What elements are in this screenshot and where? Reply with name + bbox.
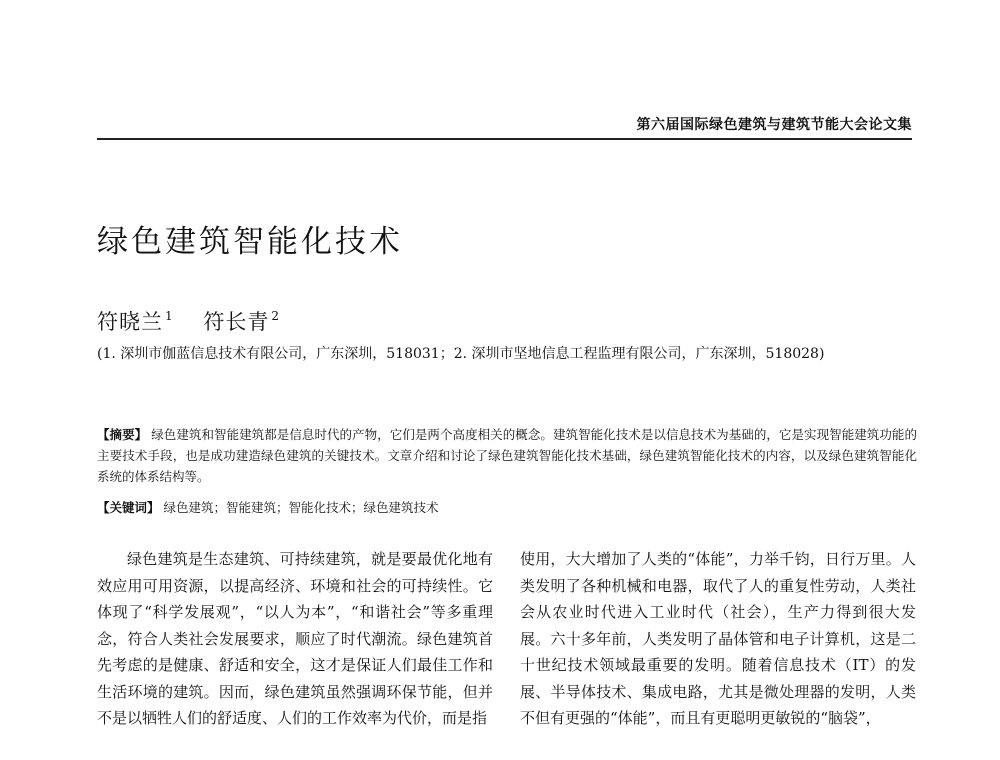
running-header: 第六届国际绿色建筑与建筑节能大会论文集	[636, 117, 912, 133]
author-2	[203, 310, 280, 334]
author-list	[97, 306, 302, 336]
body-column-right: 使用，大大增加了人类的“体能”，力举千钧，日行万里。人类发明了各种机械和电器，取代了人的重复性劳动，人类社会从农业时代进入工业时代（社会），生产力得到很大发展。六十多年前，人类发明了晶体管和电子计算机，这是二十世纪技术领域最重要的发明。随着信息技术（IT）的发展、半导体技术、集成电路，尤其是微处理器的发明，人类不但有更强的“体能”，而且有更聪明更敏锐的“脑袋”，	[520, 550, 916, 727]
paper-title: 绿色建筑智能化技术	[97, 224, 403, 260]
abstract-label: 【摘要】	[97, 427, 148, 442]
keywords	[97, 497, 917, 518]
body-column-left: 绿色建筑是生态建筑、可持续建筑，就是要最优化地有效应用可用资源，以提高经济、环境和社会的可持续性。它体现了“科学发展观”，“以人为本”，“和谐社会”等多重理念，符合人类社会发展要求，顺应了时代潮流。绿色建筑首先考虑的是健康、舒适和安全，这才是保证人们最佳工作和生活环境的建筑。因而，绿色建筑虽然强调环保节能，但并不是以牺牲人们的舒适度、人们的工作效率为代价，而是指	[97, 550, 493, 727]
keywords-text: 绿色建筑；智能建筑；智能化技术；绿色建筑技术	[163, 500, 439, 515]
abstract	[97, 424, 917, 487]
author-1	[97, 310, 174, 334]
keywords-label: 【关键词】	[97, 500, 160, 515]
abstract-text: 绿色建筑和智能建筑都是信息时代的产物，它们是两个高度相关的概念。建筑智能化技术是以信息技术为基础的，它是实现智能建筑功能的主要技术手段，也是成功建造绿色建筑的关键技术。文章介绍和讨论了绿色建筑智能化技术基础，绿色建筑智能化技术的内容，以及绿色建筑智能化系统的体系结构等。	[97, 427, 917, 484]
author-2-mark: 2	[271, 309, 280, 323]
author-2-name: 符长青	[203, 310, 270, 334]
affiliation: (1. 深圳市伽蓝信息技术有限公司，广东深圳，518031；2. 深圳市坚地信息工程监理有限公司，广东深圳，518028)	[97, 346, 825, 362]
author-1-mark: 1	[165, 309, 174, 323]
header-rule	[97, 138, 912, 140]
author-1-name: 符晓兰	[97, 310, 163, 334]
